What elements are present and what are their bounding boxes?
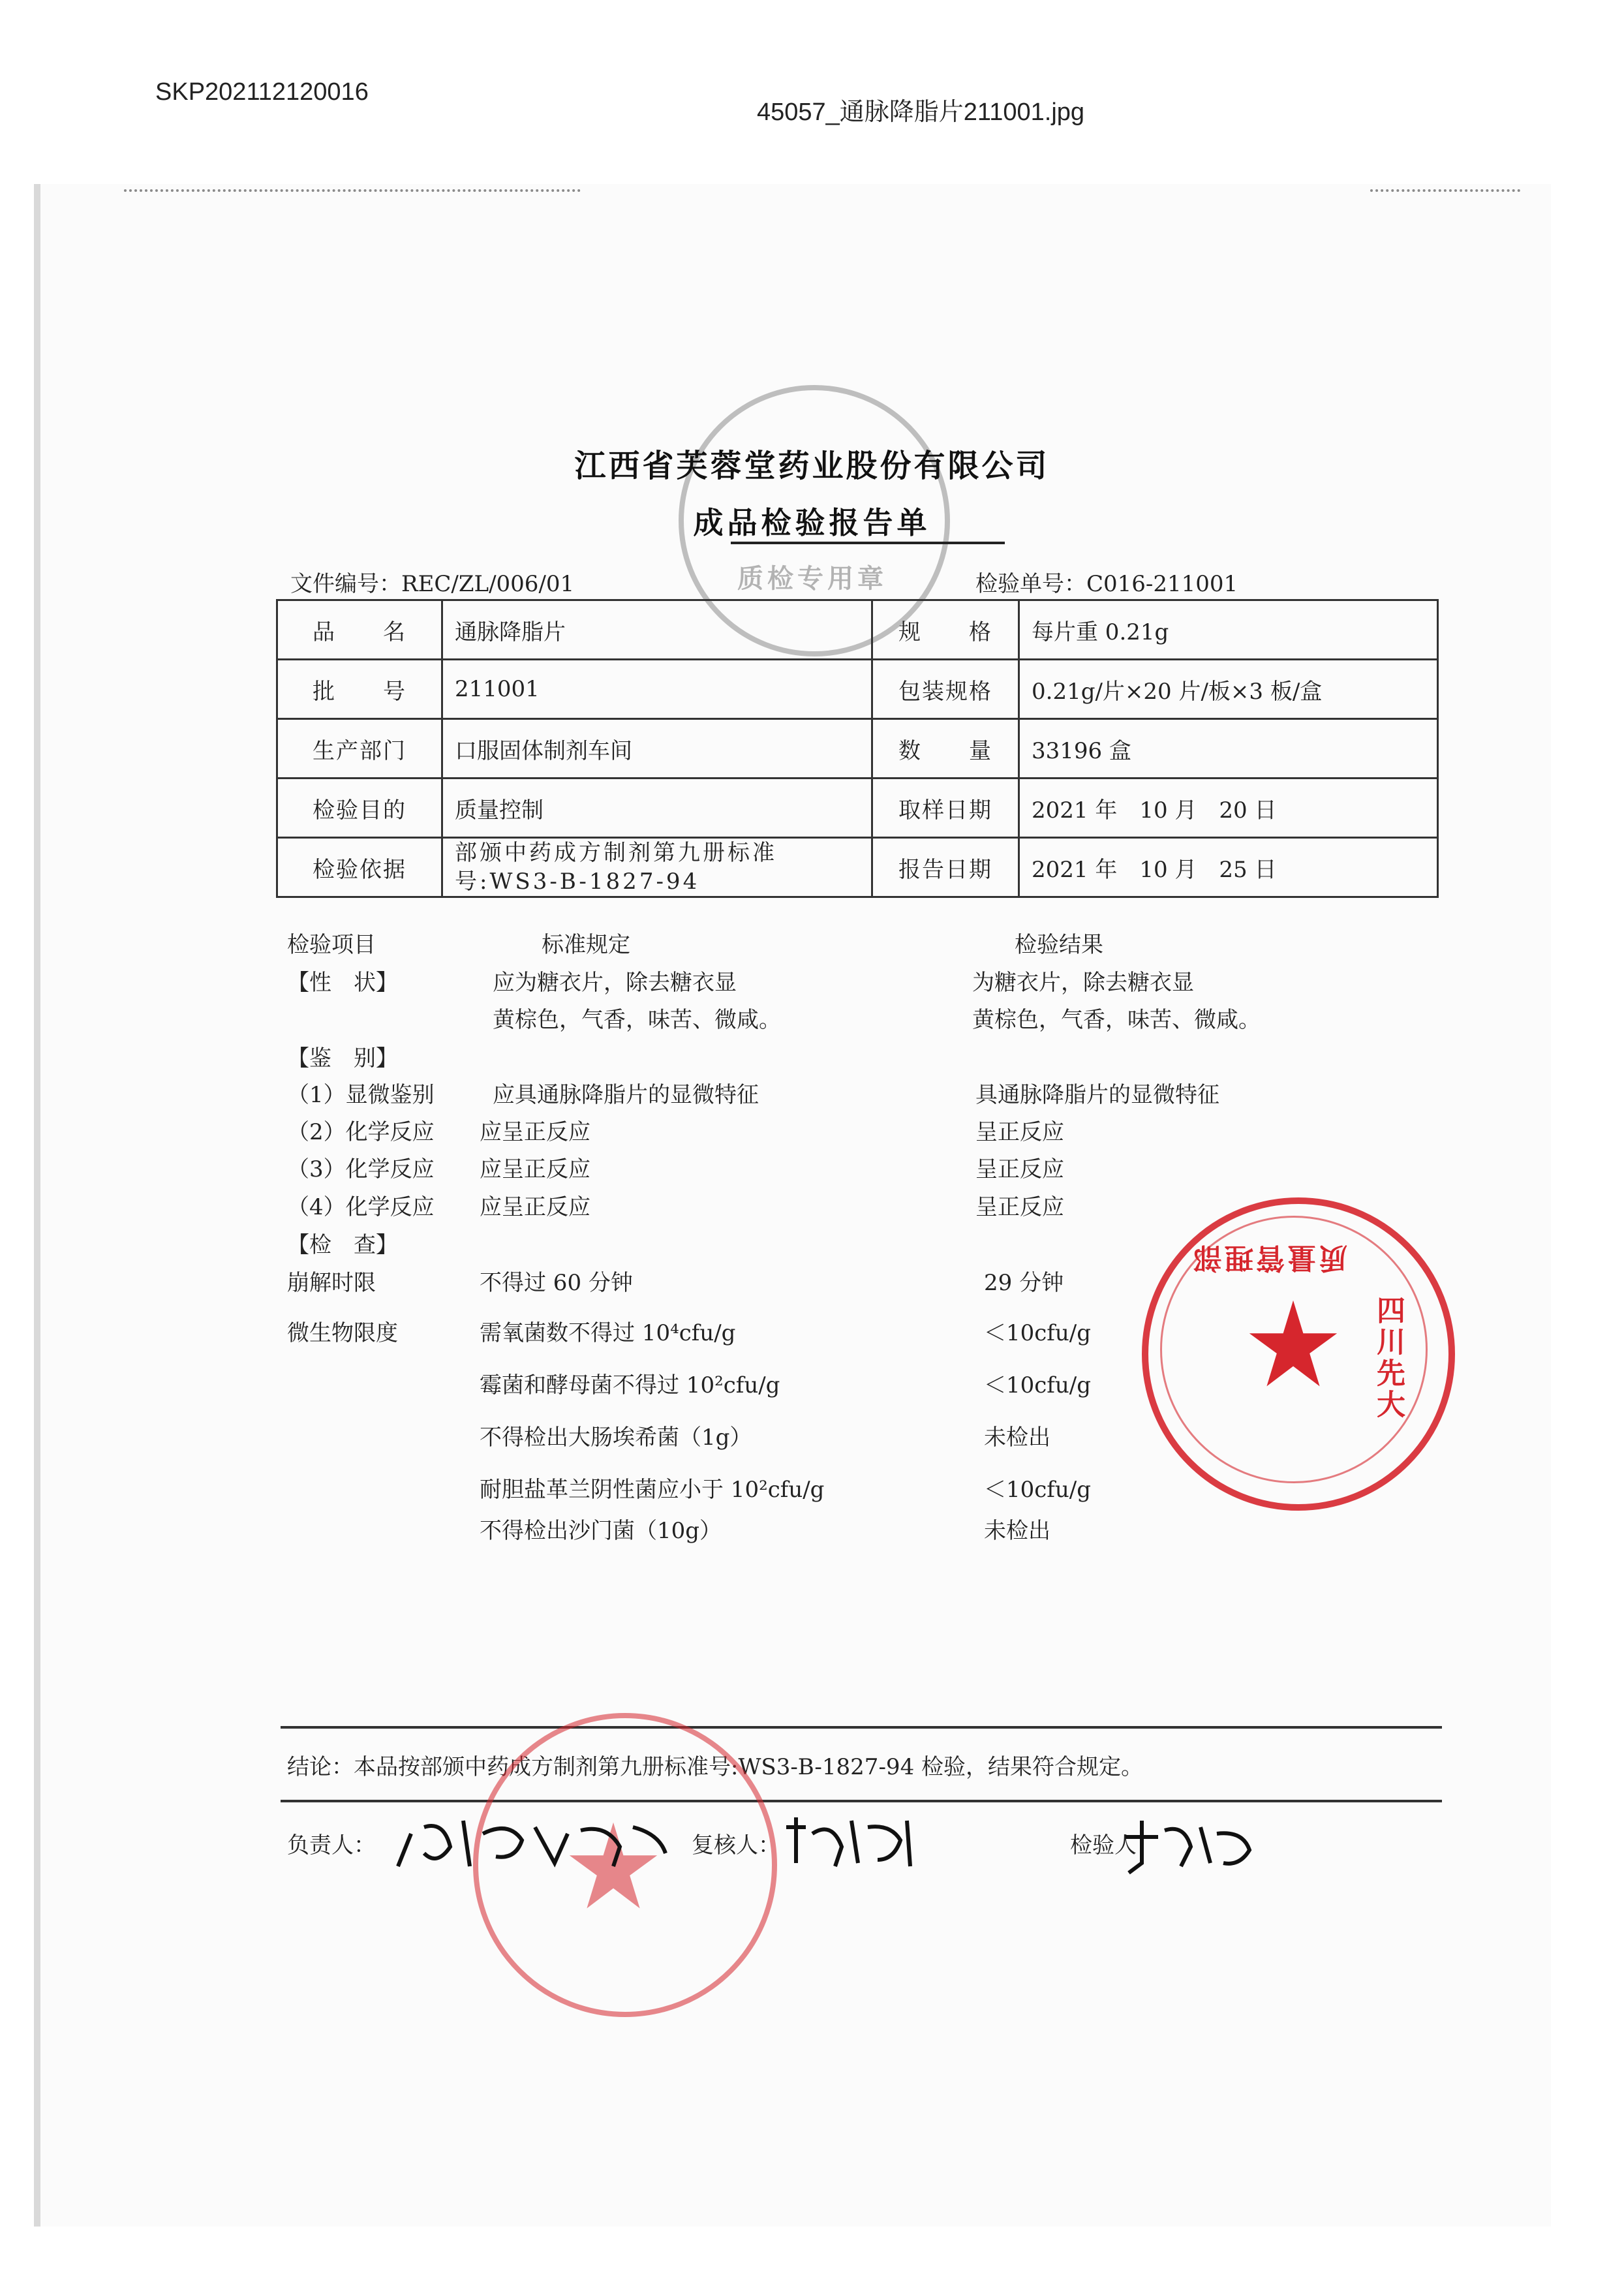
jianbie-std-1: 应具通脉降脂片的显微特征 <box>493 1082 759 1108</box>
jianbie-res-1: 具通脉降脂片的显微特征 <box>975 1082 1219 1108</box>
xingzhuang-std-1: 应为糖衣片，除去糖衣显 <box>493 970 737 996</box>
value-quantity: 33196 盒 <box>1019 719 1438 779</box>
responsible-signature <box>391 1808 679 1879</box>
jianbie-res-4: 呈正反应 <box>975 1194 1064 1220</box>
value-packing: 0.21g/片×20 片/板×3 板/盒 <box>1019 660 1438 719</box>
table-row <box>277 719 1438 779</box>
product-info-table <box>276 599 1439 898</box>
label-batch: 批 号 <box>277 660 442 719</box>
red-seal-dept-text: 质量管理部 <box>1191 1241 1347 1274</box>
label-spec: 规 格 <box>872 600 1019 660</box>
results-header-result: 检验结果 <box>1015 932 1103 958</box>
jianbie-item-4: （4）化学反应 <box>287 1194 435 1220</box>
jiancha-res-1: 29 分钟 <box>984 1270 1064 1296</box>
jianbie-std-3: 应呈正反应 <box>480 1156 590 1182</box>
results-header-standard: 标准规定 <box>542 932 630 958</box>
jiancha-res-2: ＜10cfu/g <box>984 1320 1092 1346</box>
jiancha-item-2: 微生物限度 <box>287 1320 398 1346</box>
jiancha-std-1: 不得过 60 分钟 <box>480 1270 633 1296</box>
value-sample-date: 2021 年 10 月 20 日 <box>1019 779 1438 838</box>
red-seal-company-text: 四川先大 <box>1371 1295 1405 1421</box>
label-basis: 检验依据 <box>277 838 442 897</box>
section-jiancha: 【检 查】 <box>287 1232 398 1258</box>
label-department: 生产部门 <box>277 719 442 779</box>
table-row <box>277 660 1438 719</box>
jiancha-std-5: 耐胆盐革兰阴性菌应小于 10²cfu/g <box>480 1477 825 1503</box>
jiancha-res-6: 未检出 <box>984 1518 1050 1544</box>
jiancha-std-2: 需氧菌数不得过 10⁴cfu/g <box>480 1320 736 1346</box>
table-row <box>277 600 1438 660</box>
jiancha-std-3: 霉菌和酵母菌不得过 10²cfu/g <box>480 1372 780 1398</box>
conclusion-top-line <box>281 1726 1442 1729</box>
jianbie-std-4: 应呈正反应 <box>480 1194 590 1220</box>
section-jianbie: 【鉴 别】 <box>287 1045 398 1072</box>
label-report-date: 报告日期 <box>872 838 1019 897</box>
table-row <box>277 779 1438 838</box>
jiancha-std-4: 不得检出大肠埃希菌（1g） <box>480 1425 752 1451</box>
jianbie-std-2: 应呈正反应 <box>480 1119 590 1145</box>
reviewer-label: 复核人： <box>692 1832 780 1858</box>
conclusion-text: 结论：本品按部颁中药成方制剂第九册标准号:WS3-B-1827-94 检验，结果符合规定。 <box>287 1754 1144 1780</box>
xingzhuang-res-1: 为糖衣片，除去糖衣显 <box>972 970 1194 996</box>
value-basis: 部颁中药成方制剂第九册标准号:WS3-B-1827-94 <box>442 838 872 897</box>
jianbie-res-2: 呈正反应 <box>975 1119 1064 1145</box>
xingzhuang-res-2: 黄棕色，气香，味苦、微咸。 <box>972 1007 1261 1033</box>
value-product-name: 通脉降脂片 <box>442 600 872 660</box>
report-title: 成品检验报告单 <box>693 505 931 540</box>
title-underline <box>731 542 1005 544</box>
red-seal-star-icon <box>1248 1299 1339 1390</box>
inspector-signature <box>1119 1811 1263 1876</box>
jiancha-std-6: 不得检出沙门菌（10g） <box>480 1518 722 1544</box>
file-name: 45057_通脉降脂片211001.jpg <box>757 99 1085 126</box>
scan-dash-right <box>1370 189 1520 194</box>
jiancha-res-3: ＜10cfu/g <box>984 1372 1092 1398</box>
value-department: 口服固体制剂车间 <box>442 719 872 779</box>
scan-dash-left <box>124 189 581 194</box>
jianbie-item-1: （1）显微鉴别 <box>287 1082 435 1108</box>
qc-seal-text: 质检专用章 <box>737 563 887 594</box>
jianbie-res-3: 呈正反应 <box>975 1156 1064 1182</box>
company-name: 江西省芙蓉堂药业股份有限公司 <box>574 448 1050 484</box>
jianbie-item-2: （2）化学反应 <box>287 1119 435 1145</box>
jiancha-res-4: 未检出 <box>984 1425 1050 1451</box>
jiancha-item-1: 崩解时限 <box>287 1270 376 1296</box>
responsible-label: 负责人： <box>287 1832 376 1858</box>
scan-edge <box>34 184 40 2227</box>
label-purpose: 检验目的 <box>277 779 442 838</box>
table-row <box>277 838 1438 897</box>
label-quantity: 数 量 <box>872 719 1019 779</box>
check-number: 检验单号：C016-211001 <box>975 571 1238 597</box>
label-sample-date: 取样日期 <box>872 779 1019 838</box>
section-xingzhuang: 【性 状】 <box>287 970 398 996</box>
value-report-date: 2021 年 10 月 25 日 <box>1019 838 1438 897</box>
inspector-label: 检验人： <box>1070 1832 1159 1858</box>
jianbie-item-3: （3）化学反应 <box>287 1156 435 1182</box>
conclusion-bottom-line <box>281 1800 1442 1802</box>
doc-number: 文件编号：REC/ZL/006/01 <box>290 571 575 597</box>
value-purpose: 质量控制 <box>442 779 872 838</box>
label-packing: 包装规格 <box>872 660 1019 719</box>
reviewer-signature <box>780 1808 917 1873</box>
results-header-item: 检验项目 <box>287 932 376 958</box>
xingzhuang-std-2: 黄棕色，气香，味苦、微咸。 <box>493 1007 781 1033</box>
value-spec: 每片重 0.21g <box>1019 600 1438 660</box>
label-product-name: 品 名 <box>277 600 442 660</box>
jiancha-res-5: ＜10cfu/g <box>984 1477 1092 1503</box>
value-batch: 211001 <box>442 660 872 719</box>
document-code: SKP202112120016 <box>155 78 369 106</box>
